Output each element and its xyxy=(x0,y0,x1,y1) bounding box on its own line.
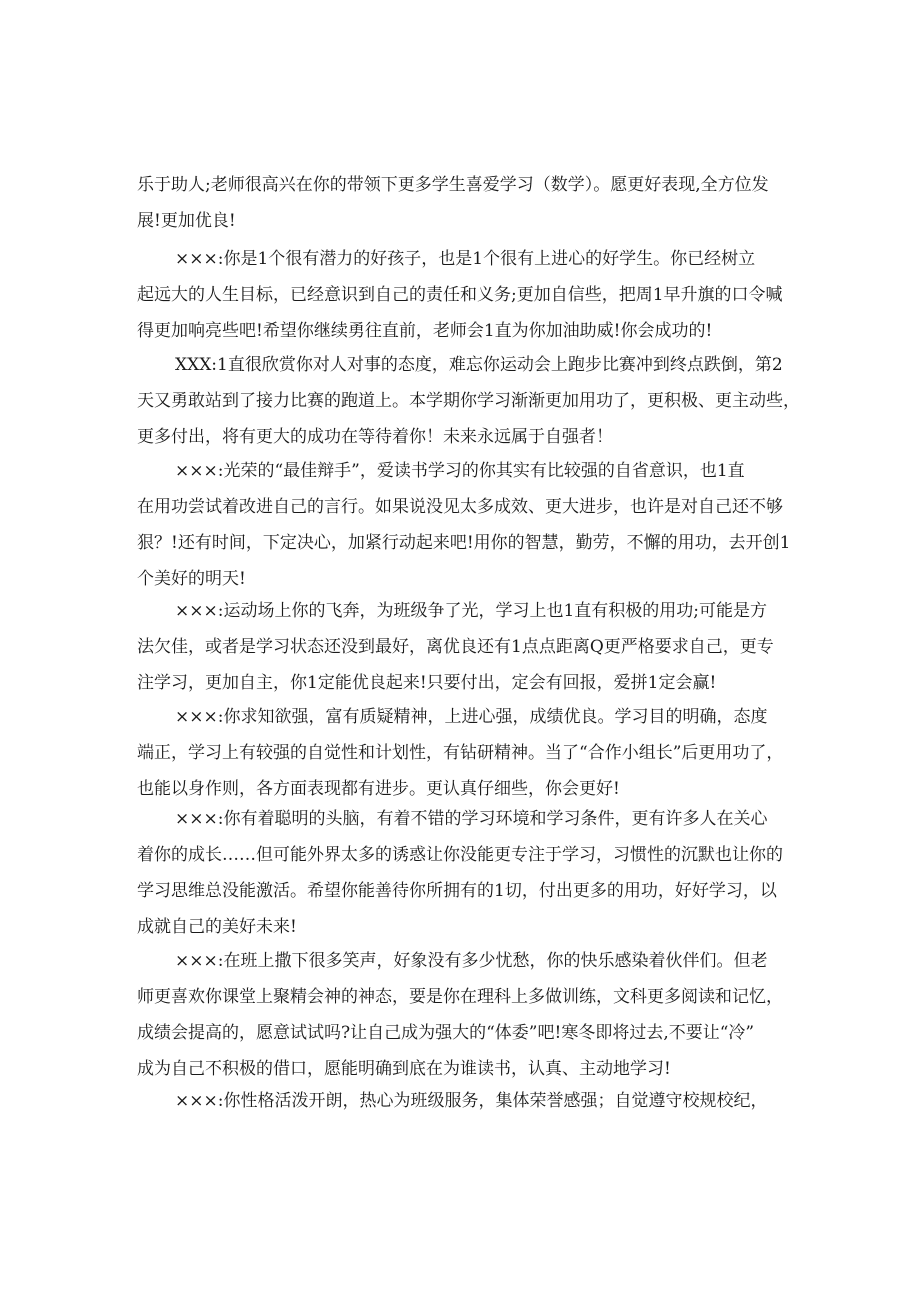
text-line: ×××:你性格活泼开朗，热心为班级服务，集体荣誉感强；自觉遵守校规校纪， xyxy=(175,1091,768,1111)
paragraph-8 xyxy=(137,943,795,1087)
text-line: 乐于助人;老师很高兴在你的带领下更多学生喜爱学习（数学）。愿更好表现,全方位发 xyxy=(137,175,769,195)
text-line: 成就自己的美好未来! xyxy=(137,917,297,937)
text-line: 更多付出，将有更大的成功在等待着你！未来永远属于自强者！ xyxy=(137,427,613,447)
text-line: 狠？!还有时间，下定决心，加紧行动起来吧!用你的智慧，勤劳，不懈的用功，去开创1 xyxy=(137,533,791,553)
text-line: ×××:你是1个很有潜力的好孩子，也是1个很有上进心的好学生。你已经树立 xyxy=(175,249,756,269)
text-line: 端正，学习上有较强的自觉性和计划性，有钻研精神。当了“合作小组长”后更用功了， xyxy=(137,743,784,763)
paragraph-1 xyxy=(137,167,795,239)
text-line: 天又勇敢站到了接力比赛的跑道上。本学期你学习渐渐更加用功了，更积极、更主动些， xyxy=(137,391,800,411)
paragraph-2 xyxy=(137,241,795,349)
text-line: 展!更加优良! xyxy=(137,211,236,231)
text-line: 成绩会提高的，愿意试试吗?让自己成为强大的“体委”吧!寒冬即将过去,不要让“冷” xyxy=(137,1023,755,1043)
text-line: 法欠佳，或者是学习状态还没到最好，离优良还有1点点距离Q更严格要求自己，更专 xyxy=(137,637,774,657)
paragraph-6 xyxy=(137,699,795,807)
text-line: 师更喜欢你课堂上聚精会神的神态，要是你在理科上多做训练，文科更多阅读和记忆， xyxy=(137,987,783,1007)
text-line: 注学习，更加自主，你1定能优良起来!只要付出，定会有回报，爱拼1定会赢! xyxy=(137,673,717,693)
text-line: 在用功尝试着改进自己的言行。如果说没见太多成效、更大进步，也许是对自己还不够 xyxy=(137,497,783,517)
text-line: 着你的成长……但可能外界太多的诱惑让你没能更专注于学习，习惯性的沉默也让你的 xyxy=(137,845,783,865)
text-line: ×××:在班上撒下很多笑声，好象没有多少忧愁，你的快乐感染着伙伴们。但老 xyxy=(175,951,768,971)
text-line: 得更加响亮些吧!希望你继续勇往直前，老师会1直为你加油助威!你会成功的! xyxy=(137,321,713,341)
text-line: ×××:你有着聪明的头脑，有着不错的学习环境和学习条件，更有许多人在关心 xyxy=(175,809,768,829)
paragraph-9 xyxy=(137,1083,795,1119)
text-line: 个美好的明天! xyxy=(137,569,246,589)
text-line: ×××:运动场上你的飞奔，为班级争了光，学习上也1直有积极的用功;可能是方 xyxy=(175,601,768,621)
paragraph-5 xyxy=(137,593,795,701)
paragraph-7 xyxy=(137,801,795,945)
text-line: ×××:你求知欲强，富有质疑精神，上进心强，成绩优良。学习目的明确，态度 xyxy=(175,707,768,727)
text-line: 学习思维总没能激活。希望你能善待你所拥有的1切，付出更多的用功，好好学习，以 xyxy=(137,881,777,901)
text-line: XXX:1直很欣赏你对人对事的态度，难忘你运动会上跑步比赛冲到终点跌倒，第2 xyxy=(175,355,783,375)
text-line: ×××:光荣的“最佳辩手”，爱读书学习的你其实有比较强的自省意识，也1直 xyxy=(175,461,745,481)
paragraph-4 xyxy=(137,453,795,597)
paragraph-3 xyxy=(137,347,800,455)
text-line: 成为自己不积极的借口，愿能明确到底在为谁读书，认真、主动地学习! xyxy=(137,1059,671,1079)
text-line: 起远大的人生目标，已经意识到自己的责任和义务;更加自信些，把周1早升旗的口令喊 xyxy=(137,285,783,305)
text-line: 也能以身作则，各方面表现都有进步。更认真仔细些，你会更好! xyxy=(137,779,620,799)
